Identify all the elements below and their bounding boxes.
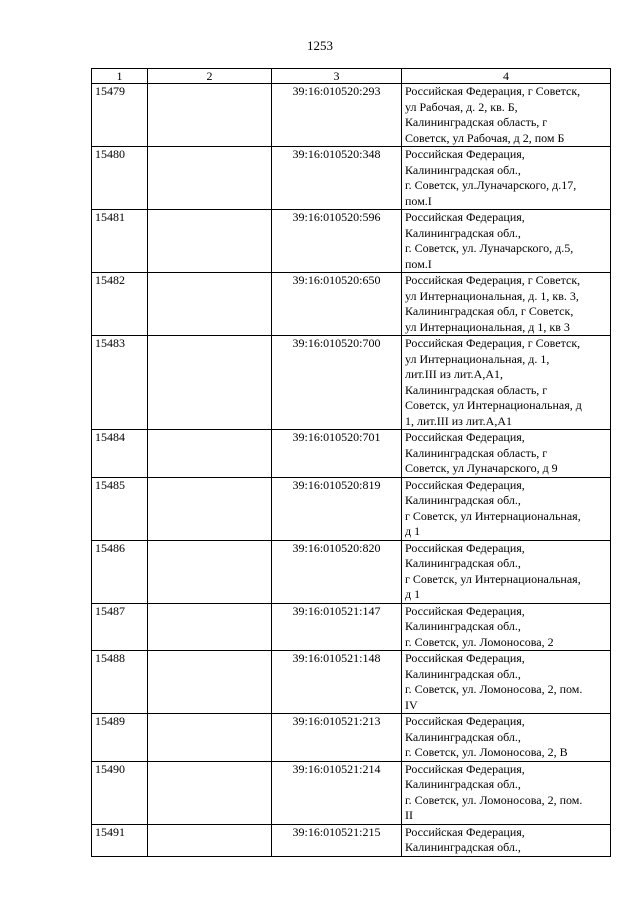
address-line: ул Интернациональная, д. 1, кв. 3, — [405, 288, 579, 303]
cadastral-number-cell: 39:16:010521:147 — [272, 603, 402, 651]
address-line: Калининградская обл., — [405, 162, 521, 177]
cadastral-number-cell: 39:16:010520:596 — [272, 210, 402, 273]
address-cell — [402, 761, 611, 824]
address-line: пом.I — [405, 193, 432, 208]
address-line: ул Интернациональная, д. 1, — [405, 351, 550, 366]
address-line: Российская Федерация, — [405, 651, 525, 665]
address-line: Советск, ул Луначарского, д 9 — [405, 461, 558, 475]
empty-cell — [148, 430, 272, 478]
row-number-cell: 15488 — [92, 651, 148, 714]
address-line: Калининградская область, г — [405, 445, 548, 460]
address-cell — [402, 477, 611, 540]
table-row — [92, 477, 611, 540]
address-line: г Советск, ул Интернациональная, — [405, 571, 581, 586]
address-line: г. Советск, ул. Ломоносова, 2, пом. — [405, 682, 583, 696]
table-row — [92, 714, 611, 762]
row-number-cell: 15485 — [92, 477, 148, 540]
empty-cell — [148, 824, 272, 856]
cadastral-number-cell: 39:16:010521:148 — [272, 651, 402, 714]
address-cell — [402, 603, 611, 651]
address-cell — [402, 540, 611, 603]
address-line: д 1 — [405, 587, 421, 601]
table-row — [92, 603, 611, 651]
header-col-1: 1 — [92, 69, 148, 84]
empty-cell — [148, 210, 272, 273]
address-line: IV — [405, 697, 418, 712]
table-row — [92, 430, 611, 478]
table-row — [92, 147, 611, 210]
address-line: пом.I — [405, 256, 432, 271]
row-number-cell: 15487 — [92, 603, 148, 651]
address-cell — [402, 84, 611, 147]
table-body — [92, 84, 611, 857]
header-col-2: 2 — [148, 69, 272, 84]
address-line: Калининградская обл., — [405, 777, 521, 791]
address-line: Калининградская обл, г Советск, — [405, 304, 574, 318]
address-line: Калининградская обл., — [405, 225, 521, 240]
address-cell — [402, 430, 611, 478]
address-line: Российская Федерация, — [405, 210, 525, 224]
cadastral-number-cell: 39:16:010521:215 — [272, 824, 402, 856]
empty-cell — [148, 84, 272, 147]
registry-table — [91, 68, 611, 857]
row-number-cell: 15486 — [92, 540, 148, 603]
address-cell — [402, 824, 611, 856]
address-line: Российская Федерация, — [405, 430, 525, 444]
empty-cell — [148, 273, 272, 336]
address-cell — [402, 714, 611, 762]
address-line: Российская Федерация, — [405, 477, 525, 492]
address-line: Калининградская обл., — [405, 840, 521, 854]
empty-cell — [148, 651, 272, 714]
cadastral-number-cell: 39:16:010520:701 — [272, 430, 402, 478]
table-row — [92, 84, 611, 147]
header-col-4: 4 — [402, 69, 611, 84]
table-row — [92, 540, 611, 603]
cadastral-number-cell: 39:16:010520:650 — [272, 273, 402, 336]
row-number-cell: 15490 — [92, 761, 148, 824]
address-line: Калининградская обл., — [405, 493, 521, 507]
row-number-cell: 15479 — [92, 84, 148, 147]
address-cell — [402, 273, 611, 336]
address-line: Российская Федерация, — [405, 824, 525, 839]
address-cell — [402, 210, 611, 273]
address-line: Калининградская обл., — [405, 619, 521, 633]
address-line: Российская Федерация, г Советск, — [405, 84, 581, 98]
table-row — [92, 210, 611, 273]
address-line: Советск, ул Интернациональная, д — [405, 398, 582, 412]
table-header-row — [92, 69, 611, 84]
row-number-cell: 15489 — [92, 714, 148, 762]
empty-cell — [148, 540, 272, 603]
cadastral-number-cell: 39:16:010520:700 — [272, 336, 402, 430]
empty-cell — [148, 477, 272, 540]
table-row — [92, 824, 611, 856]
address-line: г. Советск, ул. Луначарского, д.5, — [405, 241, 574, 255]
address-line: г. Советск, ул. Ломоносова, 2 — [405, 634, 554, 649]
row-number-cell: 15491 — [92, 824, 148, 856]
table-row — [92, 651, 611, 714]
address-line: г Советск, ул Интернациональная, — [405, 508, 581, 523]
row-number-cell: 15480 — [92, 147, 148, 210]
page-number: 1253 — [307, 38, 333, 53]
address-line: д 1 — [405, 524, 421, 538]
address-line: Калининградская обл., — [405, 556, 521, 570]
address-line: 1, лит.III из лит.А,А1 — [405, 413, 512, 428]
address-line: г. Советск, ул. Ломоносова, 2, В — [405, 745, 568, 759]
address-line: Калининградская область, г — [405, 382, 548, 397]
cadastral-number-cell: 39:16:010520:819 — [272, 477, 402, 540]
address-line: ул Рабочая, д. 2, кв. Б, — [405, 99, 518, 114]
address-line: Советск, ул Рабочая, д 2, пом Б — [405, 130, 565, 145]
row-number-cell: 15483 — [92, 336, 148, 430]
address-cell — [402, 651, 611, 714]
address-line: Российская Федерация, — [405, 714, 525, 728]
address-line: Российская Федерация, г Советск, — [405, 273, 581, 287]
cadastral-number-cell: 39:16:010520:348 — [272, 147, 402, 210]
address-line: II — [405, 808, 413, 822]
row-number-cell: 15481 — [92, 210, 148, 273]
address-line: Российская Федерация, — [405, 540, 525, 555]
empty-cell — [148, 761, 272, 824]
cadastral-number-cell: 39:16:010520:293 — [272, 84, 402, 147]
table-row — [92, 336, 611, 430]
address-line: лит.III из лит.А,А1, — [405, 367, 503, 381]
empty-cell — [148, 147, 272, 210]
empty-cell — [148, 603, 272, 651]
address-line: г. Советск, ул. Ломоносова, 2, пом. — [405, 792, 583, 807]
address-cell — [402, 336, 611, 430]
address-line: Калининградская обл., — [405, 666, 521, 681]
row-number-cell: 15484 — [92, 430, 148, 478]
address-line: Российская Федерация, — [405, 761, 525, 776]
table-row — [92, 273, 611, 336]
address-line: Калининградская обл., — [405, 729, 521, 744]
address-line: Российская Федерация, — [405, 603, 525, 618]
address-line: Российская Федерация, — [405, 147, 525, 161]
cadastral-number-cell: 39:16:010521:214 — [272, 761, 402, 824]
row-number-cell: 15482 — [92, 273, 148, 336]
address-line: Российская Федерация, г Советск, — [405, 336, 581, 350]
address-line: Калининградская область, г — [405, 115, 548, 129]
address-line: ул Интернациональная, д 1, кв 3 — [405, 319, 570, 334]
table-row — [92, 761, 611, 824]
empty-cell — [148, 714, 272, 762]
header-col-3: 3 — [272, 69, 402, 84]
cadastral-number-cell: 39:16:010521:213 — [272, 714, 402, 762]
cadastral-number-cell: 39:16:010520:820 — [272, 540, 402, 603]
empty-cell — [148, 336, 272, 430]
address-line: г. Советск, ул.Луначарского, д.17, — [405, 178, 577, 192]
address-cell — [402, 147, 611, 210]
